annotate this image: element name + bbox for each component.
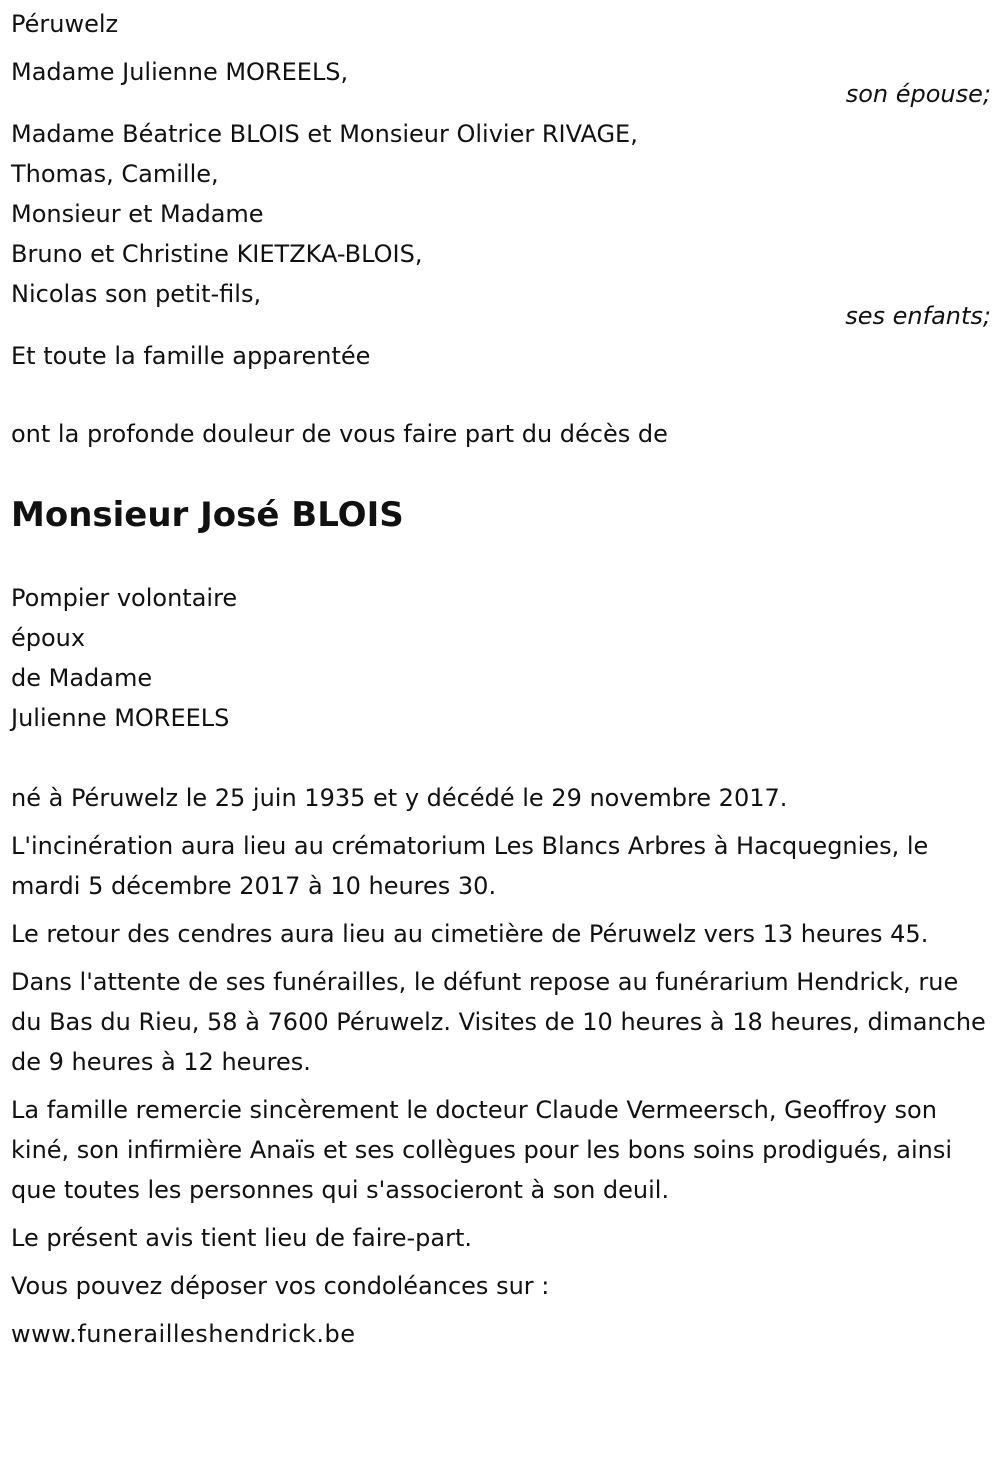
children-name-line: Madame Béatrice BLOIS et Monsieur Olivier RIVAGE, — [11, 120, 638, 148]
condolences-paragraph: Vous pouvez déposer vos condoléances sur : — [11, 1272, 550, 1300]
notice-paragraph: Le présent avis tient lieu de faire-part. — [11, 1224, 473, 1252]
spouse-role: son épouse; — [845, 80, 991, 108]
spouse-name: Madame Julienne MOREELS, — [11, 58, 349, 86]
description-line: Julienne MOREELS — [11, 704, 230, 732]
children-name-line: Thomas, Camille, — [11, 160, 219, 188]
ashes-paragraph: Le retour des cendres aura lieu au cimetière de Péruwelz vers 13 heures 45. — [11, 920, 929, 948]
thanks-paragraph: La famille remercie sincèrement le docteur Claude Vermeersch, Geoffroy son kiné, son infirmière Anaïs et ses collègues pour les bons soins prodigués, ainsi que toutes les personnes qui s'associeront à son deuil. — [11, 1096, 953, 1204]
children-role: ses enfants; — [845, 302, 991, 330]
location-line: Péruwelz — [11, 10, 119, 38]
cremation-paragraph: L'incinération aura lieu au crématorium Les Blancs Arbres à Hacquegnies, le mardi 5 décembre 2017 à 10 heures 30. — [11, 832, 929, 900]
children-name-line: Monsieur et Madame — [11, 200, 264, 228]
announcement-line: ont la profonde douleur de vous faire part du décès de — [11, 420, 668, 448]
obituary-notice — [11, 4, 991, 1354]
description-line: de Madame — [11, 664, 153, 692]
children-name-line: Bruno et Christine KIETZKA-BLOIS, — [11, 240, 423, 268]
description-block — [11, 578, 991, 738]
description-line: époux — [11, 624, 86, 652]
description-line: Pompier volontaire — [11, 584, 238, 612]
birth-death-paragraph: né à Péruwelz le 25 juin 1935 et y décédé le 29 novembre 2017. — [11, 784, 788, 812]
family-line: Et toute la famille apparentée — [11, 342, 371, 370]
website-link[interactable]: www.funerailleshendrick.be — [11, 1320, 356, 1348]
deceased-name: Monsieur José BLOIS — [11, 495, 404, 535]
spouse-group — [11, 52, 991, 114]
children-group — [11, 114, 991, 336]
funeral-home-paragraph: Dans l'attente de ses funérailles, le défunt repose au funérarium Hendrick, rue du Bas du Rieu, 58 à 7600 Péruwelz. Visites de 10 heures à 18 heures, dimanche de 9 heures à 12 heures. — [11, 968, 986, 1076]
children-name-line: Nicolas son petit-fils, — [11, 280, 262, 308]
